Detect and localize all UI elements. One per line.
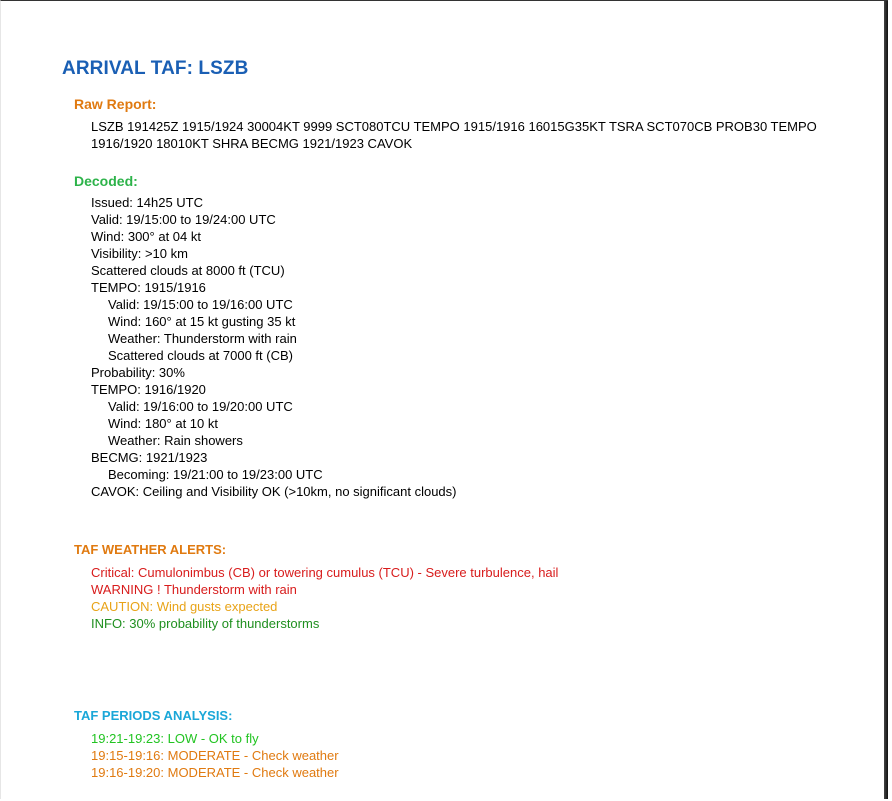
decoded-line: Valid: 19/15:00 to 19/16:00 UTC [108,297,293,312]
decoded-line: Wind: 300° at 04 kt [91,229,201,244]
weather-alerts-list [91,564,558,632]
decoded-line: TEMPO: 1916/1920 [91,382,206,397]
decoded-line: TEMPO: 1915/1916 [91,280,206,295]
alert-warning: WARNING ! Thunderstorm with rain [91,582,297,597]
raw-report-text: LSZB 191425Z 1915/1924 30004KT 9999 SCT080TCU TEMPO 1915/1916 16015G35KT TSRA SCT070CB PROB30 TEMPO 1916/1920 18010KT SHRA BECMG 1921/1923 CAVOK [91,119,817,151]
decoded-line: Visibility: >10 km [91,246,188,261]
weather-alerts-heading: TAF WEATHER ALERTS: [74,542,227,557]
window-edge [884,1,888,799]
decoded-line: Valid: 19/15:00 to 19/24:00 UTC [91,212,276,227]
decoded-line: Probability: 30% [91,365,185,380]
decoded-line: Wind: 180° at 10 kt [108,416,218,431]
alert-critical: Critical: Cumulonimbus (CB) or towering cumulus (TCU) - Severe turbulence, hail [91,565,559,580]
decoded-line: BECMG: 1921/1923 [91,450,208,465]
decoded-line: Becoming: 19/21:00 to 19/23:00 UTC [108,467,323,482]
decoded-list [91,194,457,500]
raw-report-heading: Raw Report: [74,96,157,112]
decoded-heading: Decoded: [74,173,138,189]
decoded-line: Wind: 160° at 15 kt gusting 35 kt [108,314,296,329]
decoded-line: CAVOK: Ceiling and Visibility OK (>10km, no significant clouds) [91,484,457,499]
periods-analysis-list [91,730,339,781]
decoded-line: Scattered clouds at 8000 ft (TCU) [91,263,285,278]
period-moderate: 19:15-19:16: MODERATE - Check weather [91,748,339,763]
alert-info: INFO: 30% probability of thunderstorms [91,616,320,631]
periods-analysis-heading: TAF PERIODS ANALYSIS: [74,708,233,723]
page-title: ARRIVAL TAF: LSZB [62,58,249,79]
decoded-line: Weather: Thunderstorm with rain [108,331,297,346]
decoded-line: Scattered clouds at 7000 ft (CB) [108,348,293,363]
decoded-line: Valid: 19/16:00 to 19/20:00 UTC [108,399,293,414]
period-moderate: 19:16-19:20: MODERATE - Check weather [91,765,339,780]
period-low: 19:21-19:23: LOW - OK to fly [91,731,259,746]
decoded-line: Issued: 14h25 UTC [91,195,204,210]
alert-caution: CAUTION: Wind gusts expected [91,599,278,614]
decoded-line: Weather: Rain showers [108,433,243,448]
